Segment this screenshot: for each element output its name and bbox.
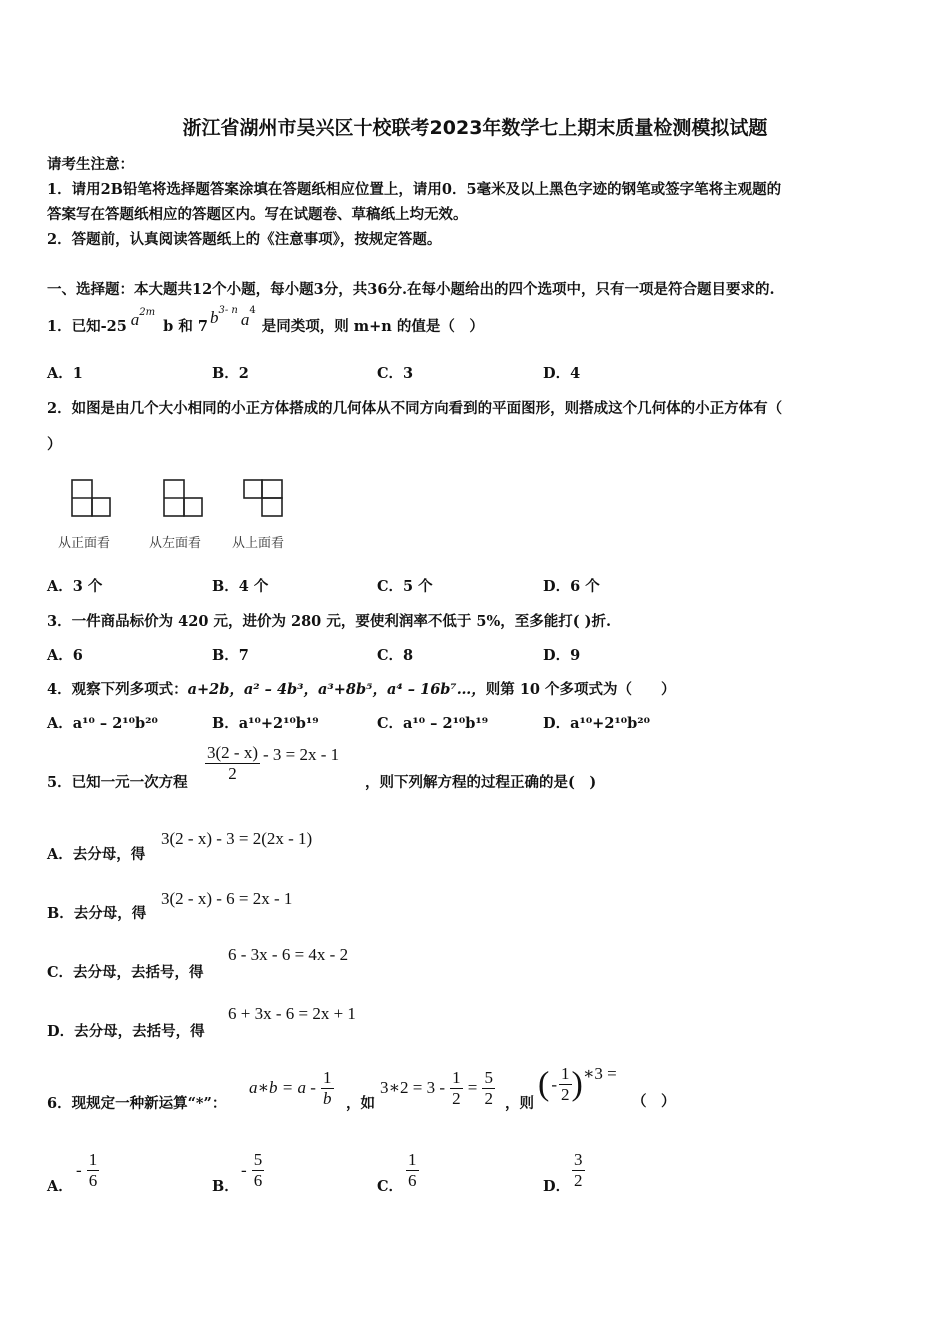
question-2-close: ） [47,436,62,453]
q4-option-a[interactable]: A．a¹⁰ – 2¹⁰b²⁰ [47,715,158,732]
q5-option-c-label[interactable]: C．去分母，去括号，得 [47,964,204,981]
q6-def-den: b [323,1089,332,1108]
q6-ex-fraction-2 [482,1068,495,1109]
q2-views-figure [60,470,310,520]
q6-option-b-label[interactable]: B． [212,1178,239,1195]
q6-query [538,1064,617,1105]
q6-option-a-fraction [87,1150,100,1191]
q6-ex-fraction-1 [450,1068,463,1109]
question-3: 3．一件商品标价为 420 元，进价为 280 元，要使利润率不低于 5%，至多能打( )折. [47,613,612,630]
q6-option-b-num: 5 [253,1150,263,1169]
q2-option-d[interactable]: D．6 个 [543,578,600,595]
q6-query-minus: - [551,1074,557,1094]
q6-option-d-value [572,1150,585,1191]
q6-query-tail: ∗3 = [582,1064,617,1083]
question-4 [47,678,676,699]
q1-var-a: a [130,310,140,329]
q4-option-c[interactable]: C．a¹⁰ – 2¹⁰b¹⁹ [377,715,489,732]
q6-prefix: 6．现规定一种新运算“*”： [47,1095,227,1112]
q5-denominator: 2 [205,763,260,784]
q6-option-c-label[interactable]: C． [377,1178,404,1195]
q6-option-b-fraction [252,1150,265,1191]
q5-option-d-expr: 6 + 3x - 6 = 2x + 1 [228,1004,356,1023]
view-label-left: 从左面看 [149,536,202,551]
q4-option-b[interactable]: B．a¹⁰+2¹⁰b¹⁹ [212,715,319,732]
q6-option-a-num: 1 [88,1150,98,1169]
notice-heading: 请考生注意： [47,156,134,173]
q1-suffix: 是同类项，则 m+n 的值是（ ） [261,318,484,335]
front-view-shape [72,480,110,516]
q6-option-d-den: 2 [574,1171,583,1190]
q6-suffix: （ ） [632,1093,676,1110]
q6-ex-eq: = [467,1078,478,1097]
q6-option-a-sign: - [76,1160,82,1180]
q4-suffix: 则第 10 个多项式为（ ） [485,681,676,698]
notice-line-1b: 答案写在答题纸相应的答题区内。写在试题卷、草稿纸上均无效。 [47,206,468,223]
q5-suffix: ，则下列解方程的过程正确的是( ) [365,774,597,791]
q5-prefix: 5．已知一元一次方程 [47,774,188,791]
q6-option-a-value [76,1150,99,1191]
q6-def-lhs: a∗b = a - [249,1078,316,1097]
q5-option-a-label[interactable]: A．去分母，得 [47,846,146,863]
q1-prefix: 1．已知-25 [47,318,127,335]
q3-option-c[interactable]: C．8 [377,647,414,664]
q6-option-d-fraction [572,1150,585,1191]
q3-option-a[interactable]: A．6 [47,647,83,664]
q6-query-num: 1 [561,1064,570,1083]
q6-definition [249,1068,334,1109]
q6-option-b-value [241,1150,264,1191]
q1-option-a[interactable]: A．1 [47,365,83,382]
q6-option-d-label[interactable]: D． [543,1178,571,1195]
q5-option-b-expr: 3(2 - x) - 6 = 2x - 1 [161,889,293,908]
notice-line-1: 1．请用2B铅笔将选择题答案涂填在答题纸相应位置上，请用0．5毫米及以上黑色字迹的钢笔或签字笔将主观题的 [47,181,782,198]
view-label-front: 从正面看 [58,536,111,551]
top-view-shape [244,480,282,516]
q1-var-b: b [209,308,219,327]
q1-option-d[interactable]: D．4 [543,365,581,382]
q2-option-a[interactable]: A．3 个 [47,578,103,595]
q6-right-paren-icon: ) [571,1065,583,1103]
q2-option-c[interactable]: C．5 个 [377,578,433,595]
q6-option-a-den: 6 [88,1171,98,1190]
question-2: 2．如图是由几个大小相同的小正方体搭成的几何体从不同方向看到的平面图形，则搭成这个几何体的小正方体有（ [47,400,783,417]
view-label-top: 从上面看 [232,536,285,551]
q6-example [380,1068,495,1109]
q6-ex-num-2: 5 [484,1068,493,1087]
notice-line-2: 2．答题前，认真阅读答题纸上的《注意事项》，按规定答题。 [47,231,442,248]
question-1 [47,305,484,336]
q4-prefix: 4．观察下列多项式： [47,681,188,698]
q6-def-num: 1 [323,1068,332,1087]
q5-option-c-expr: 6 - 3x - 6 = 4x - 2 [228,945,349,964]
q5-option-d-label[interactable]: D．去分母，去括号，得 [47,1023,205,1040]
q6-ex-lhs: 3∗2 = 3 - [380,1078,446,1097]
q6-option-a-label[interactable]: A． [47,1178,73,1195]
left-view-shape [164,480,202,516]
q6-option-c-num: 1 [408,1150,417,1169]
q5-rhs: - 3 = 2x - 1 [262,745,340,764]
q6-option-c-value [406,1150,419,1191]
q4-terms: a+2b，a² – 4b³，a³+8b⁵，a⁴ – 16b⁷…， [187,681,486,698]
q6-option-b-den: 6 [253,1171,263,1190]
q6-option-b-sign: - [241,1160,247,1180]
q5-equation [205,743,339,784]
q1-exp-2: 3- n [218,305,238,317]
q6-then: ，则 [505,1095,534,1112]
q1-option-b[interactable]: B．2 [212,365,249,382]
page-title: 浙江省湖州市吴兴区十校联考2023年数学七上期末质量检测模拟试题 [182,117,768,139]
q1-exp-3: 4 [249,305,256,317]
q6-left-paren-icon: ( [538,1065,550,1103]
q6-ex-den-2: 2 [484,1089,493,1108]
q3-option-b[interactable]: B．7 [212,647,249,664]
q5-option-b-label[interactable]: B．去分母，得 [47,905,147,922]
q6-option-d-num: 3 [574,1150,583,1169]
q6-query-fraction [559,1064,572,1105]
q6-option-c-fraction [406,1150,419,1191]
q2-option-b[interactable]: B．4 个 [212,578,269,595]
q6-ex-num-1: 1 [452,1068,461,1087]
q6-option-c-den: 6 [408,1171,417,1190]
q1-b-and: b 和 7 [163,318,208,335]
section-heading: 一、选择题：本大题共12个小题，每小题3分，共36分.在每小题给出的四个选项中，只有一项是符合题目要求的. [47,281,775,298]
q1-var-a2: a [240,310,250,329]
q1-exp-1: 2m [139,307,156,319]
q6-mid: ，如 [346,1095,375,1112]
q6-query-den: 2 [561,1085,570,1104]
q5-option-a-expr: 3(2 - x) - 3 = 2(2x - 1) [161,829,313,848]
q6-def-fraction [321,1068,334,1109]
q5-fraction [205,743,260,784]
q6-ex-den-1: 2 [452,1089,461,1108]
q5-numerator: 3(2 - x) [207,743,258,762]
q4-option-d[interactable]: D．a¹⁰+2¹⁰b²⁰ [543,715,650,732]
q1-option-c[interactable]: C．3 [377,365,414,382]
q3-option-d[interactable]: D．9 [543,647,581,664]
